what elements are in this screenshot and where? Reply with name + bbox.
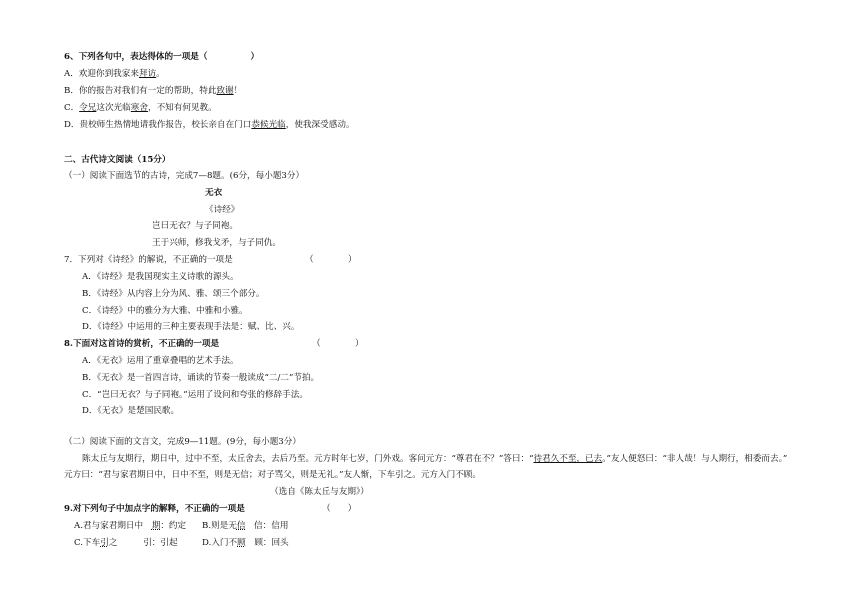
q6-c-mid: 这次光临	[96, 103, 131, 113]
q9-b-dotted: 信	[236, 521, 246, 531]
passage-line-2: 元方曰：“君与家君期日中，日中不至，则是无信；对子骂父，则是无礼。”友人惭，下车引之。元方入门不顾。	[64, 470, 481, 480]
passage-text-1: 陈太丘与友期行，期日中，过中不至，太丘舍去，去后乃至。元方时年七岁，门外戏。客问元方：“尊君在不？”答曰：“	[82, 454, 534, 464]
q8-option-c: C．“岂曰无衣？与子同袍。”运用了设问和夸张的修辞手法。	[82, 390, 308, 400]
q9-a-dotted: 期	[151, 521, 161, 531]
q9-option-b	[202, 521, 288, 532]
poem-title: 无衣	[205, 188, 223, 198]
q6-c-label: C．	[64, 103, 80, 113]
poem-line-2: 王于兴师，修我戈矛，与子同仇。	[152, 238, 281, 248]
q9-c-gloss: 之 引：引起	[108, 538, 178, 548]
q9-option-d	[202, 538, 289, 549]
q8-option-b: B．《无衣》是一首四言诗，诵读的节奏一般读成“二/二”节拍。	[82, 373, 320, 383]
q6-a-text: A．欢迎你到我家来	[64, 69, 139, 79]
part1-intro: （一）阅读下面选节的古诗，完成7—8题。(6分，每小题3分）	[64, 171, 305, 181]
q6-d-text: D．贵校师生热情地请我作报告，校长亲自在门口	[64, 120, 252, 130]
q8-option-a: A．《无衣》运用了重章叠唱的艺术手法。	[82, 356, 239, 366]
q6-b-end: ！	[233, 86, 243, 96]
q7-option-b: B．《诗经》从内容上分为风、雅、颂三个部分。	[82, 289, 265, 299]
q9-d-dotted: 顾	[237, 538, 246, 548]
q7-answer-paren: （ ）	[305, 255, 357, 265]
q6-option-a	[64, 69, 165, 80]
q9-a-text: A.君与家君期日中	[74, 521, 152, 531]
section2-title: 二、古代诗文阅读（15分）	[64, 155, 171, 165]
q6-a-end: 。	[156, 69, 165, 79]
q9-option-a	[74, 521, 186, 532]
q8-stem: 8.下面对这首诗的赏析，不正确的一项是	[64, 339, 220, 349]
q6-d-end: ，使我深受感动。	[285, 120, 355, 130]
q9-b-gloss: 信：信用	[245, 521, 289, 531]
q9-option-c	[74, 538, 178, 549]
q6-b-text: B．你的报告对我们有一定的帮助，特此	[64, 86, 217, 96]
q9-answer-paren: （ ）	[322, 504, 357, 514]
q6-stem: 6、下列各句中，表达得体的一项是（ ）	[64, 52, 260, 62]
q9-a-gloss: ：约定	[160, 521, 187, 531]
q8-answer-paren: （ ）	[312, 339, 364, 349]
poem-source: 《诗经》	[205, 205, 240, 215]
q7-option-c: C．《诗经》中的雅分为大雅、中雅和小雅。	[82, 306, 248, 316]
q6-d-underlined: 恭候光临	[251, 120, 286, 130]
q7-option-a: A．《诗经》是我国现实主义诗歌的源头。	[82, 272, 239, 282]
q7-stem: 7．下列对《诗经》的解说，不正确的一项是	[64, 255, 233, 265]
part2-intro: （二）阅读下面的文言文，完成9—11题。(9分，每小题3分）	[64, 437, 301, 447]
q9-d-text: D.入门不	[202, 538, 238, 548]
passage-underlined: 待君久不至，已去	[533, 454, 603, 464]
q6-c-underlined-1: 令兄	[79, 103, 97, 113]
q7-option-d: D．《诗经》中运用的三种主要表现手法是：赋、比、兴。	[82, 322, 300, 332]
poem-line-1: 岂曰无衣？与子同袍。	[152, 221, 238, 231]
q6-option-d	[64, 120, 355, 131]
q9-c-text: C.下车	[74, 538, 101, 548]
q6-b-underlined: 致谢	[216, 86, 234, 96]
q9-b-text: B.则是无	[202, 521, 237, 531]
passage-line-1	[82, 454, 787, 465]
q9-stem: 9.对下列句子中加点字的解释，不正确的一项是	[64, 504, 245, 514]
q6-c-end: ，不知有何见教。	[147, 103, 217, 113]
q6-option-b	[64, 86, 242, 97]
q6-a-underlined: 拜访	[138, 69, 157, 79]
q9-c-dotted: 引	[100, 538, 109, 548]
passage-source: （选自《陈太丘与友期》）	[270, 487, 369, 497]
passage-text-1-end: 。”友人便怒曰：“非人哉！与人期行，相委而去。”	[602, 454, 788, 464]
q8-option-d: D．《无衣》是楚国民歌。	[82, 406, 180, 416]
q6-option-c	[64, 103, 217, 114]
q6-c-underlined-2: 寒舍	[130, 103, 148, 113]
q9-d-gloss: 顾：回头	[245, 538, 289, 548]
